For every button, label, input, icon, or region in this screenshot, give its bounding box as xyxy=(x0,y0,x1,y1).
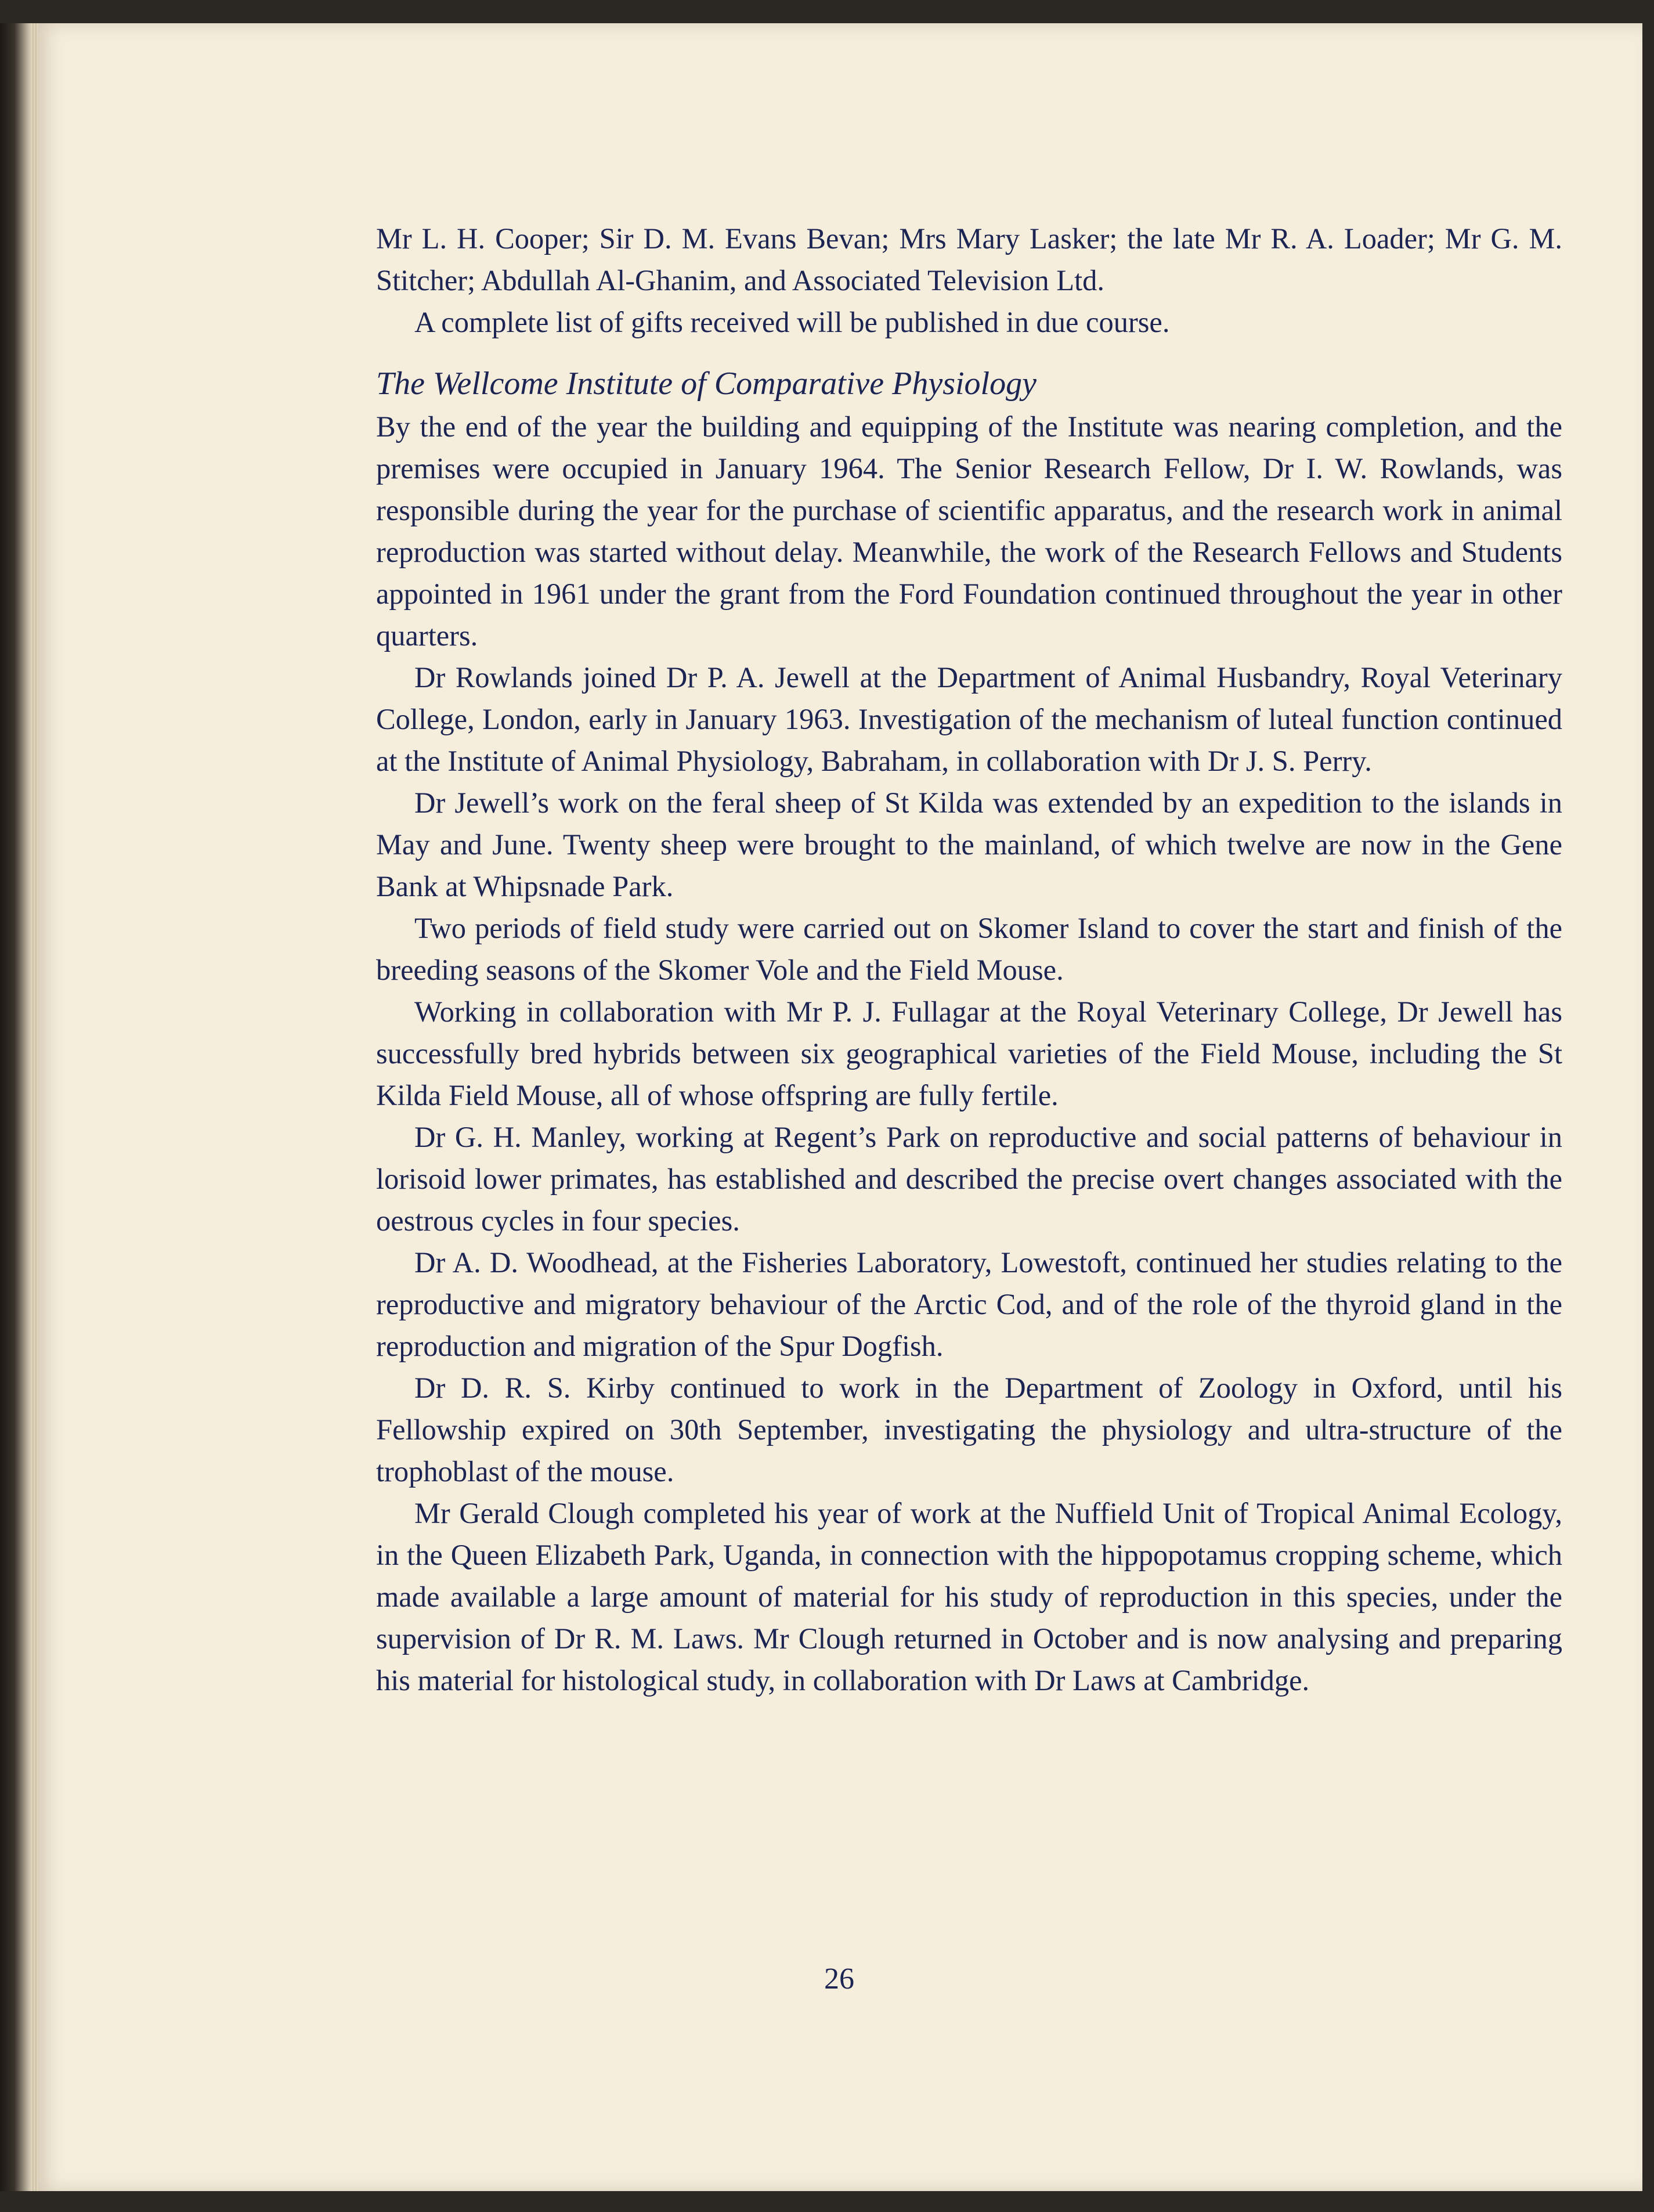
page-edge xyxy=(30,23,38,2191)
book-page xyxy=(36,23,1642,2191)
paragraph-field-mouse-hybrids: Working in collaboration with Mr P. J. Fullagar at the Royal Veterinary College, Dr Jewell has successfully bred hybrids between six geographical varieties of the Field Mouse, including the St Kilda Field Mouse, all of whose offspring are fully fertile. xyxy=(376,995,1562,1112)
paragraph-gifts-list: A complete list of gifts received will be published in due course. xyxy=(414,306,1170,338)
paragraph-woodhead: Dr A. D. Woodhead, at the Fisheries Laboratory, Lowestoft, continued her studies relating to the reproductive and migratory behaviour of the Arctic Cod, and of the role of the thyroid gland in the reproduction and migration of the Spur Dogfish. xyxy=(376,1246,1562,1362)
paragraph-kirby: Dr D. R. S. Kirby continued to work in the Department of Zoology in Oxford, until his Fellowship expired on 30th September, investigating the physiology and ultra-structure of the trophoblast of the mouse. xyxy=(376,1372,1562,1488)
paragraph-manley: Dr G. H. Manley, working at Regent’s Park on reproductive and social patterns of behaviour in lorisoid lower primates, has established and described the precise overt changes associated with the oestrous cycles in four species. xyxy=(376,1121,1562,1237)
page-text xyxy=(376,218,1562,1701)
paragraph-st-kilda-sheep: Dr Jewell’s work on the feral sheep of St Kilda was extended by an expedition to the islands in May and June. Twenty sheep were brought to the mainland, of which twelve are now in the Gene Bank at Whipsnade Park. xyxy=(376,786,1562,903)
paragraph-donors: Mr L. H. Cooper; Sir D. M. Evans Bevan; Mrs Mary Lasker; the late Mr R. A. Loader; Mr G. M. Stitcher; Abdullah Al-Ghanim, and Associated Television Ltd. xyxy=(376,222,1562,297)
paragraph-clough: Mr Gerald Clough completed his year of work at the Nuffield Unit of Tropical Animal Ecology, in the Queen Elizabeth Park, Uganda, in connection with the hippopotamus cropping scheme, which made available a large amount of material for his study of reproduction in this species, under the supervision of Dr R. M. Laws. Mr Clough returned in October and is now analysing and preparing his material for histological study, in collaboration with Dr Laws at Cambridge. xyxy=(376,1497,1562,1697)
paragraph-rowlands: Dr Rowlands joined Dr P. A. Jewell at the Department of Animal Husbandry, Royal Veterinary College, London, early in January 1963. Investigation of the mechanism of luteal function continued at the Institute of Animal Physiology, Babraham, in collaboration with Dr J. S. Perry. xyxy=(376,661,1562,777)
paragraph-skomer-island: Two periods of field study were carried out on Skomer Island to cover the start and finish of the breeding seasons of the Skomer Vole and the Field Mouse. xyxy=(376,912,1562,986)
section-heading: The Wellcome Institute of Comparative Physiology xyxy=(376,366,1037,402)
paragraph-institute-building: By the end of the year the building and equipping of the Institute was nearing completion, and the premises were occupied in January 1964. The Senior Research Fellow, Dr I. W. Rowlands, was responsible during the year for the purchase of scientific apparatus, and the research work in animal reproduction was started without delay. Meanwhile, the work of the Research Fellows and Students appointed in 1961 under the grant from the Ford Foundation continued throughout the year in other quarters. xyxy=(376,410,1562,652)
page-number: 26 xyxy=(824,1962,854,1996)
